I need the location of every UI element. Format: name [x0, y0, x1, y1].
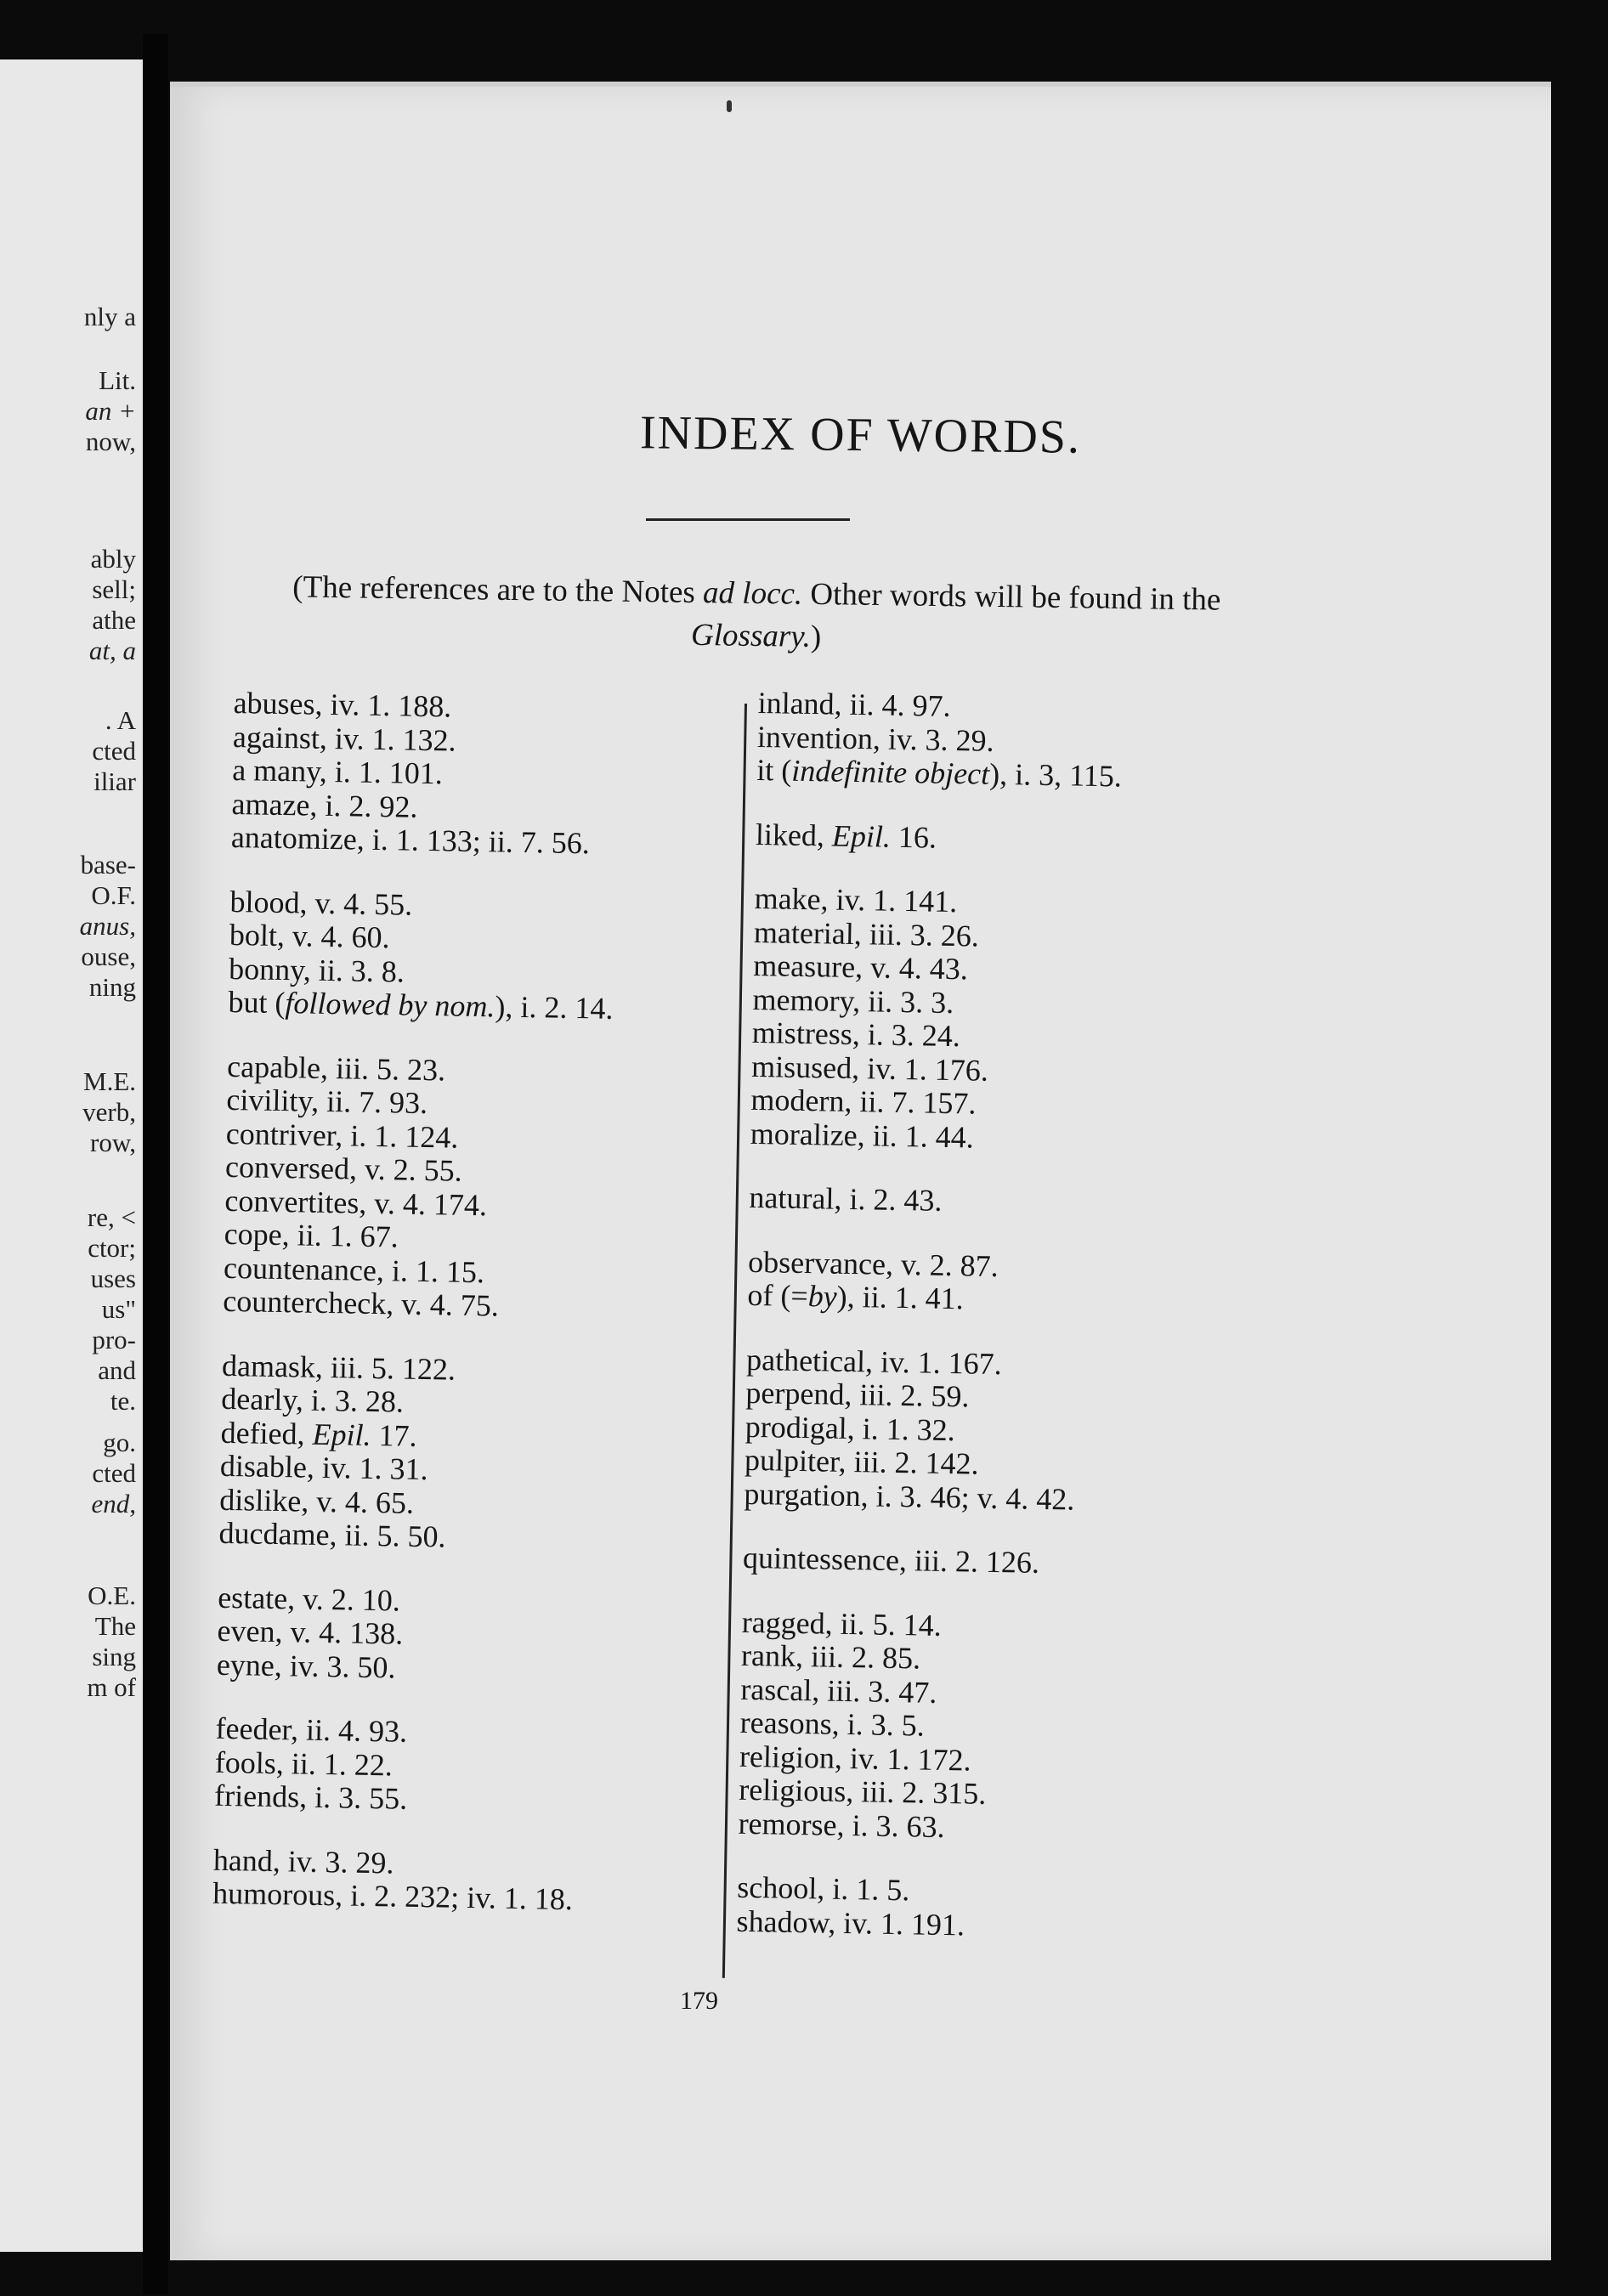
page-title: INDEX OF WORDS. [639, 406, 1082, 464]
index-letter-group [744, 1343, 1222, 1518]
index-entry: hand, iv. 3. 29. [212, 1842, 394, 1880]
ink-mark [727, 100, 732, 112]
index-entry: observance, v. 2. 87. [747, 1244, 999, 1283]
index-entry: quintessence, iii. 2. 126. [742, 1540, 1040, 1580]
entry-italic: Epil. [831, 818, 892, 854]
index-entry: convertites, v. 4. 174. [224, 1183, 488, 1222]
index-entry: capable, iii. 5. 23. [226, 1049, 446, 1087]
index-entry: disable, iv. 1. 31. [219, 1448, 428, 1487]
previous-page-fragment: end, [91, 1489, 136, 1518]
entry-text: it ( [756, 752, 792, 788]
previous-page-fragment: te. [110, 1386, 136, 1416]
index-letter-group [736, 1871, 1213, 1947]
index-letter-group [747, 1245, 1224, 1320]
previous-page-fragment: row, [90, 1128, 136, 1157]
index-entry: remorse, i. 3. 63. [738, 1806, 945, 1844]
index-letter-group [217, 1581, 694, 1689]
index-entry: damask, iii. 5. 122. [221, 1348, 456, 1387]
page-top-edge [170, 82, 1551, 87]
previous-page-fragment: re, < [87, 1202, 136, 1232]
index-letter-group [231, 687, 710, 862]
index-entry: conversed, v. 2. 55. [224, 1149, 463, 1188]
previous-page-fragment: uses [90, 1264, 136, 1293]
index-entry [756, 754, 1233, 795]
previous-page-fragment: Lit. [99, 365, 136, 395]
entry-italic: indefinite object [790, 753, 990, 791]
index-entry: mistress, i. 3. 24. [751, 1015, 961, 1054]
book-gutter [143, 34, 168, 2294]
index-entry: ragged, ii. 5. 14. [741, 1604, 943, 1643]
index-entry: blood, v. 4. 55. [229, 884, 413, 922]
previous-page-fragment: O.E. [88, 1581, 136, 1610]
previous-page-fragment: go. [103, 1428, 136, 1457]
previous-page-fragment: nly a [83, 302, 136, 331]
previous-page-fragment: cted [92, 1458, 136, 1488]
index-entry: material, iii. 3. 26. [753, 914, 980, 953]
entry-italic: followed by nom. [285, 986, 495, 1024]
index-entry: moralize, ii. 1. 44. [750, 1116, 975, 1155]
previous-page-fragment: athe [92, 605, 136, 635]
index-entry: a many, i. 1. 101. [231, 752, 444, 791]
previous-page-fragment: an + [85, 396, 136, 426]
index-entry: amaze, i. 2. 92. [231, 786, 418, 824]
index-letter-group [218, 1349, 698, 1558]
index-entry: pulpiter, iii. 2. 142. [744, 1442, 979, 1481]
entry-text: ), i. 3, 115. [988, 756, 1123, 794]
entry-text: ), ii. 1. 41. [836, 1279, 965, 1316]
index-entry: memory, ii. 3. 3. [752, 981, 954, 1020]
index-letter-group [214, 1712, 692, 1821]
previous-page-fragment: iliar [93, 766, 136, 796]
previous-page-fragment: us" [101, 1294, 136, 1324]
index-entry: estate, v. 2. 10. [217, 1580, 401, 1618]
index-entry: misused, iv. 1. 176. [750, 1049, 989, 1088]
index-letter-group [750, 882, 1230, 1159]
index-entry: dearly, i. 3. 28. [221, 1381, 405, 1419]
index-letter-group [738, 1605, 1218, 1848]
previous-page-fragment: ably [90, 544, 136, 574]
reference-note [254, 566, 1258, 664]
index-entry: religious, iii. 2. 315. [738, 1772, 987, 1811]
entry-italic: Epil. [312, 1417, 371, 1452]
index-entry: modern, ii. 7. 157. [750, 1082, 977, 1121]
previous-page-fragment: now, [85, 427, 136, 456]
index-entry: bonny, ii. 3. 8. [228, 951, 405, 989]
index-letter-group [756, 687, 1234, 795]
index-entry: civility, ii. 7. 93. [226, 1082, 428, 1121]
index-entry: dislike, v. 4. 65. [218, 1482, 415, 1520]
previous-page-fragment: The [94, 1611, 136, 1641]
index-entry: even, v. 4. 138. [217, 1613, 404, 1651]
index-entry: inland, ii. 4. 97. [757, 686, 951, 723]
previous-page-fragment: M.E. [83, 1066, 136, 1096]
entry-text: of (= [747, 1277, 809, 1314]
index-entry: eyne, iv. 3. 50. [216, 1647, 396, 1684]
index-entry: measure, v. 4. 43. [752, 947, 969, 987]
previous-page-fragment: anus, [79, 911, 136, 941]
index-entry: make, iv. 1. 141. [754, 880, 958, 919]
previous-page-fragment: verb, [82, 1097, 136, 1127]
note-italic: ad locc. [702, 575, 803, 612]
index-entry: rascal, iii. 3. 47. [740, 1671, 937, 1710]
index-entry: reasons, i. 3. 5. [739, 1705, 926, 1743]
index-entry: religion, iv. 1. 172. [739, 1739, 971, 1778]
entry-text: ), i. 2. 14. [495, 989, 614, 1026]
page-number: 179 [680, 1987, 718, 2015]
index-entry: pathetical, iv. 1. 167. [745, 1342, 1003, 1381]
previous-page-fragment: O.F. [91, 880, 136, 910]
index-entry: humorous, i. 2. 232; iv. 1. 18. [212, 1875, 574, 1917]
index-entry [747, 1279, 1224, 1320]
index-entry: feeder, ii. 4. 93. [215, 1711, 408, 1749]
previous-page-fragment: . A [105, 705, 136, 735]
index-entry: school, i. 1. 5. [736, 1869, 910, 1908]
note-text: (The references are to the Notes [292, 569, 704, 611]
entry-text: liked, [755, 817, 833, 853]
index-entry: rank, iii. 2. 85. [740, 1637, 921, 1676]
previous-page-fragment: at, a [88, 636, 136, 665]
index-letter-group [212, 1843, 689, 1919]
previous-page-fragment: ouse, [81, 942, 136, 971]
index-entry: prodigal, i. 1. 32. [745, 1409, 956, 1447]
index-entry: friends, i. 3. 55. [213, 1778, 408, 1816]
entry-italic: by [807, 1279, 838, 1314]
note-text: Other words will be found in the [801, 576, 1221, 618]
entry-text: defied, [220, 1415, 313, 1451]
index-letter-group [743, 1541, 1220, 1583]
index-entry: purgation, i. 3. 46; v. 4. 42. [744, 1476, 1075, 1517]
index-letter-group [756, 817, 1232, 859]
note-text: ) [810, 619, 822, 655]
previous-page-fragment: m of [87, 1672, 136, 1702]
index-letter-group [223, 1049, 703, 1326]
previous-page-fragment: ctor; [88, 1233, 136, 1263]
previous-page-fragment: base- [80, 850, 136, 879]
index-letter-group [228, 885, 706, 1027]
index-entry: countercheck, v. 4. 75. [223, 1283, 500, 1323]
index-letter-group [749, 1181, 1226, 1223]
previous-page-fragment: and [98, 1355, 136, 1385]
index-entry: fools, ii. 1. 22. [214, 1745, 394, 1782]
previous-page-fragment: pro- [92, 1325, 136, 1354]
index-entry: shadow, iv. 1. 191. [736, 1903, 965, 1942]
index-entry: bolt, v. 4. 60. [229, 917, 390, 955]
index-entry: contriver, i. 1. 124. [225, 1116, 459, 1155]
previous-page-fragment: cted [92, 736, 136, 766]
index-entry: perpend, iii. 2. 59. [745, 1375, 970, 1414]
title-rule [646, 518, 850, 521]
index-entry: anatomize, i. 1. 133; ii. 7. 56. [230, 819, 591, 861]
note-italic: Glossary. [690, 617, 812, 654]
index-entry: cope, ii. 1. 67. [224, 1216, 399, 1254]
index-entry: ducdame, ii. 5. 50. [218, 1515, 446, 1554]
index-column-right [736, 687, 1234, 1947]
index-entry [228, 986, 705, 1027]
index-entry: against, iv. 1. 132. [232, 719, 456, 758]
entry-text: but ( [228, 984, 286, 1021]
entry-text: 16. [890, 819, 937, 855]
index-entry: invention, iv. 3. 29. [756, 719, 994, 758]
entry-text: 17. [371, 1417, 417, 1453]
previous-page-fragment: sell; [92, 574, 136, 604]
index-entry: countenance, i. 1. 15. [223, 1250, 485, 1289]
previous-page-fragment: sing [92, 1642, 136, 1671]
previous-page-fragment: ning [88, 972, 136, 1002]
index-column-left [212, 687, 710, 1919]
index-entry [756, 817, 1232, 859]
index-entry: abuses, iv. 1. 188. [233, 686, 452, 724]
index-entry: natural, i. 2. 43. [749, 1179, 943, 1218]
